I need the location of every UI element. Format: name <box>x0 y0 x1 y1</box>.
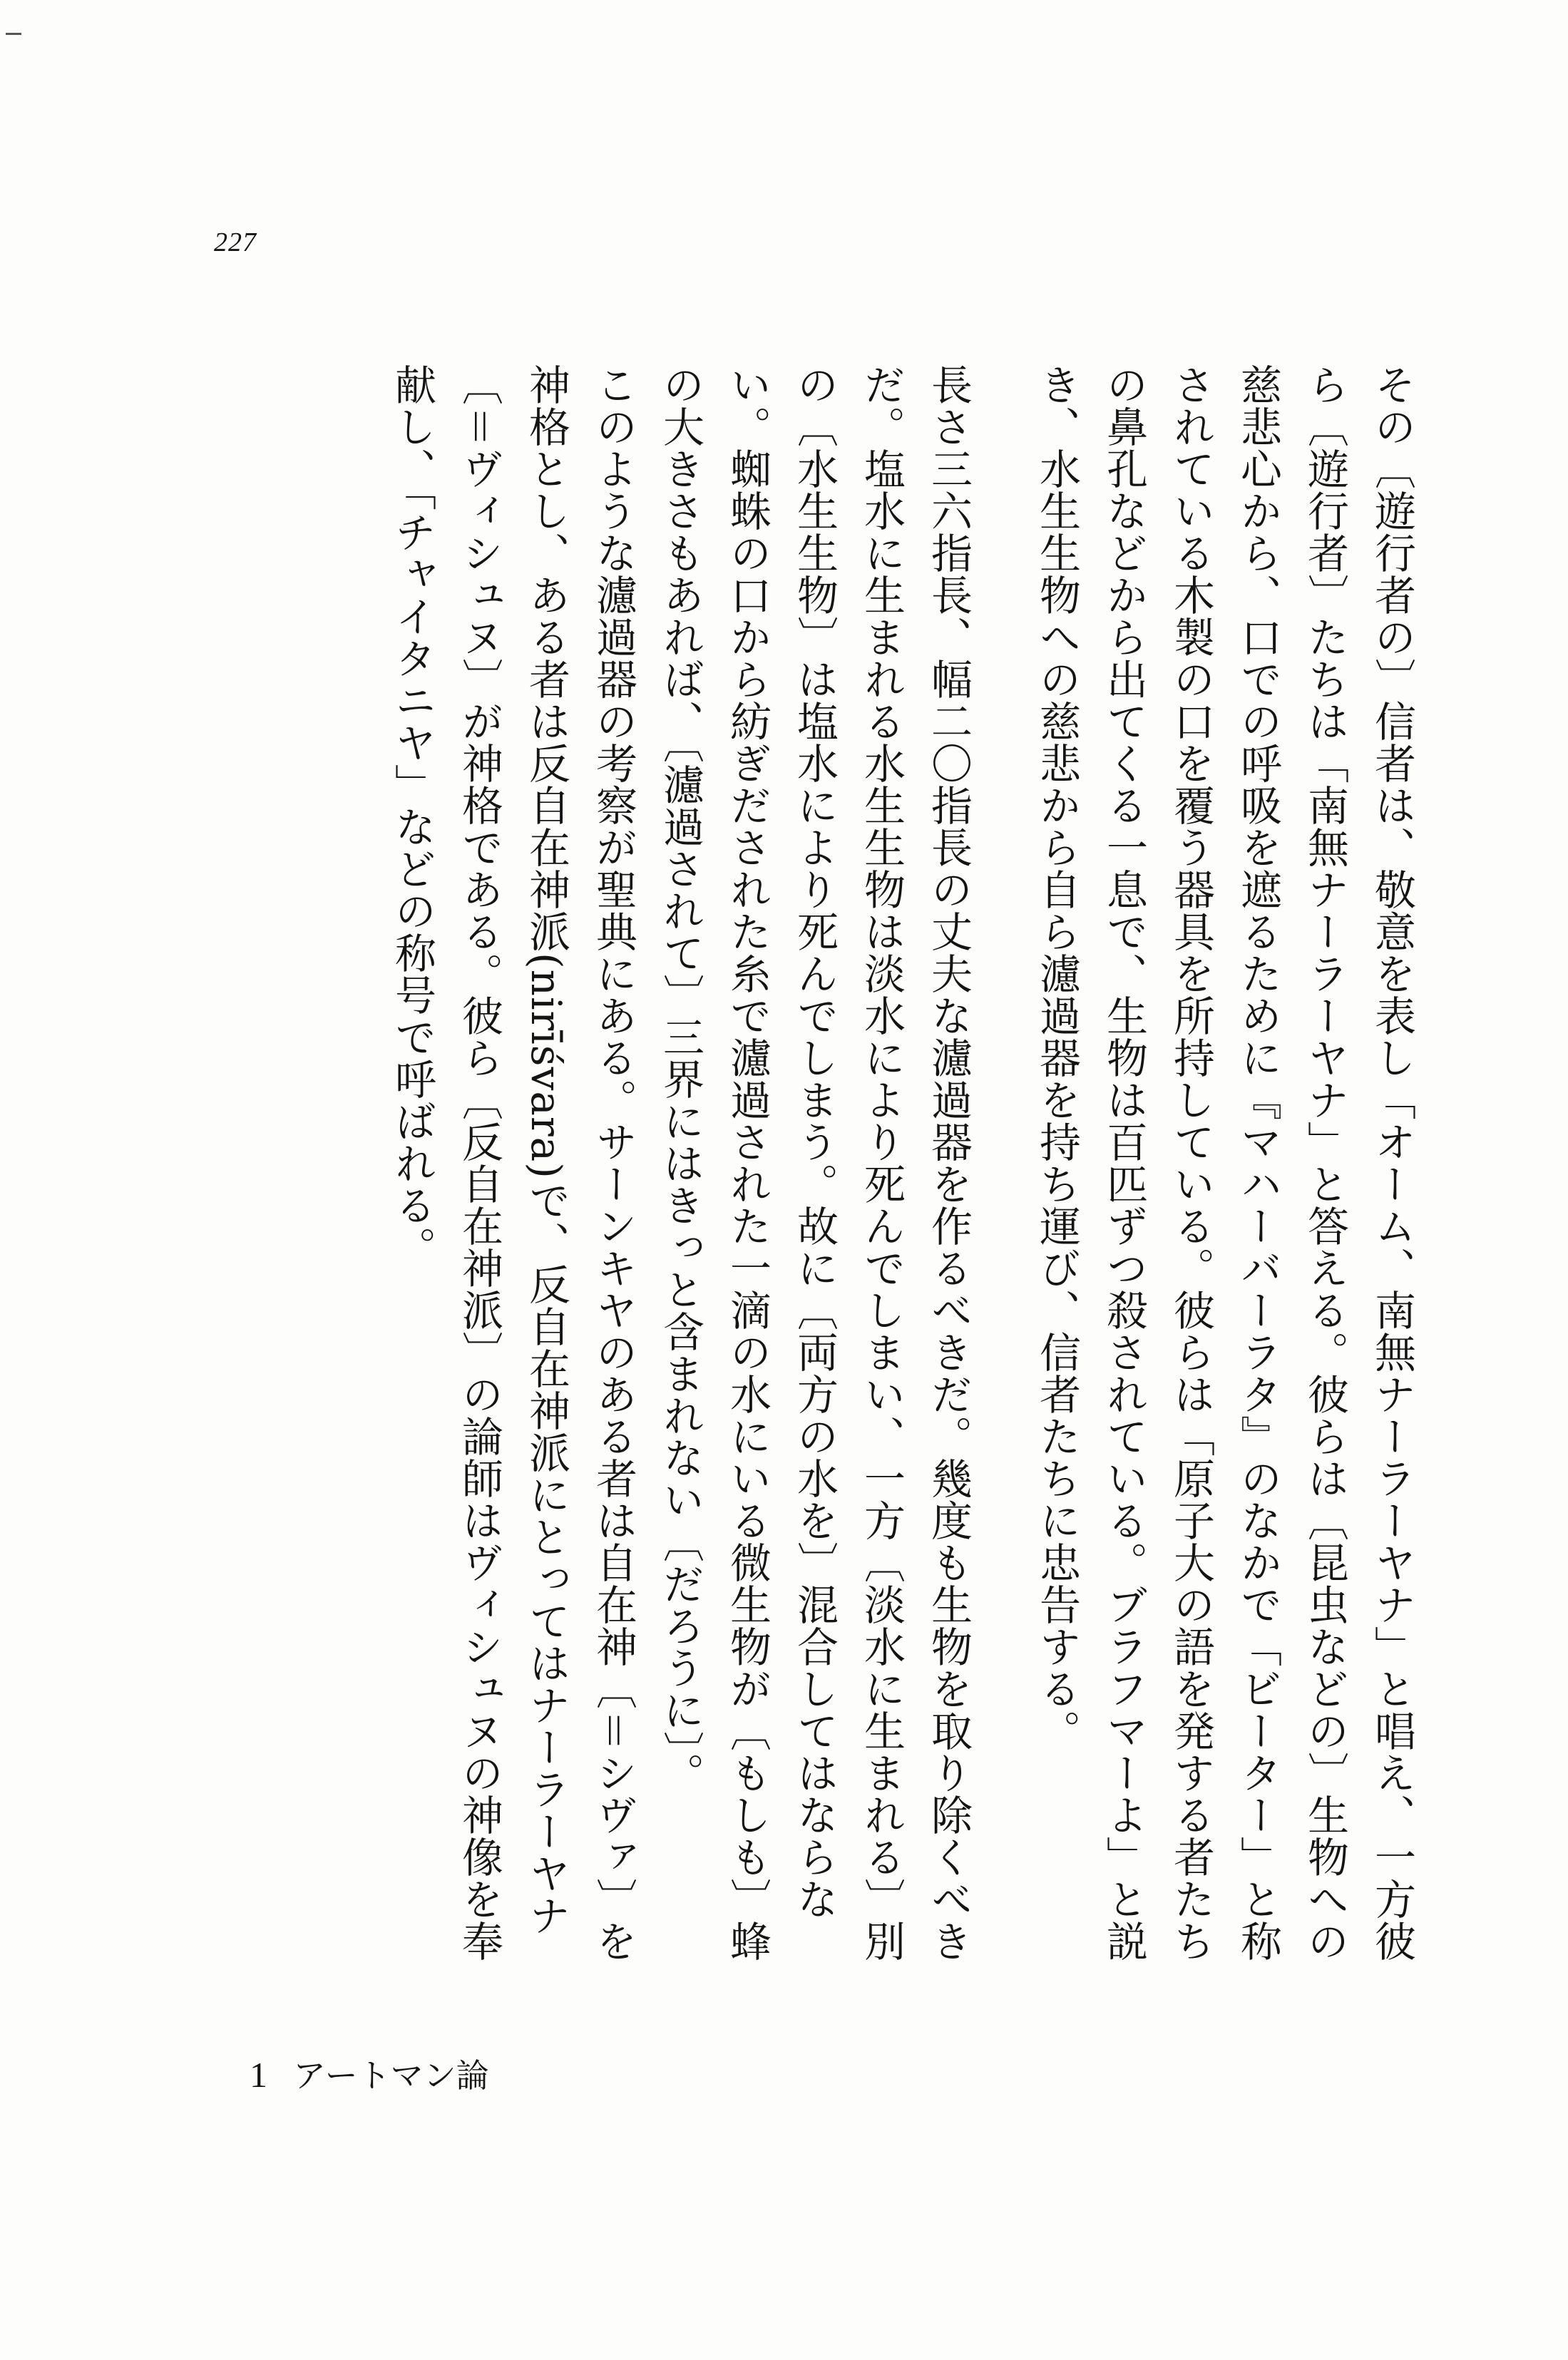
chapter-title: アートマン論 <box>293 2056 489 2095</box>
paragraph-2: このような濾過器の考察が聖典にある。サーンキヤのある者は自在神〔＝シヴァ〕を神格とし、ある者は反自在神派(nirīśvara)で、反自在神派にとってはナーラーヤナ〔＝ヴィシュヌ〕が神格である。彼ら〔反自在神派〕の論師はヴィシュヌの神像を奉献し、「チャイタニヤ」などの称号で呼ばれる。 <box>388 364 637 1962</box>
scan-artifact-mark <box>6 33 21 35</box>
page-number: 227 <box>214 227 257 257</box>
running-footer <box>250 2050 489 2097</box>
chapter-number: 1 <box>250 2055 267 2095</box>
quoted-passage: 長さ三六指長、幅二〇指長の丈夫な濾過器を作るべきだ。幾度も生物を取り除くべきだ。塩水に生まれる水生生物は淡水により死んでしまい、一方〔淡水に生まれる〕別の〔水生生物〕は塩水により死んでしまう。故に〔両方の水を〕混合してはならない。蜘蛛の口から紡ぎだされた糸で濾過された一滴の水にいる微生物が〔もしも〕蜂の大きさもあれば、〔濾過されて〕三界にはきっと含まれない〔だろうに〕。 <box>656 364 973 1962</box>
paragraph-1: その〔遊行者の〕信者は、敬意を表し「オーム、南無ナーラーヤナ」と唱え、一方彼ら〔遊行者〕たちは「南無ナーラーヤナ」と答える。彼らは〔昆虫などの〕生物への慈悲心から、口での呼吸を遮るために『マハーバーラタ』のなかで「ビーター」と称されている木製の口を覆う器具を所持している。彼らは「原子大の語を発する者たちの鼻孔などから出てくる一息で、生物は百匹ずつ殺されている。ブラフマーよ」と説き、水生生物への慈悲から自ら濾過器を持ち運び、信者たちに忠告する。 <box>1032 364 1416 1962</box>
vertical-body-text <box>0 364 1425 1996</box>
